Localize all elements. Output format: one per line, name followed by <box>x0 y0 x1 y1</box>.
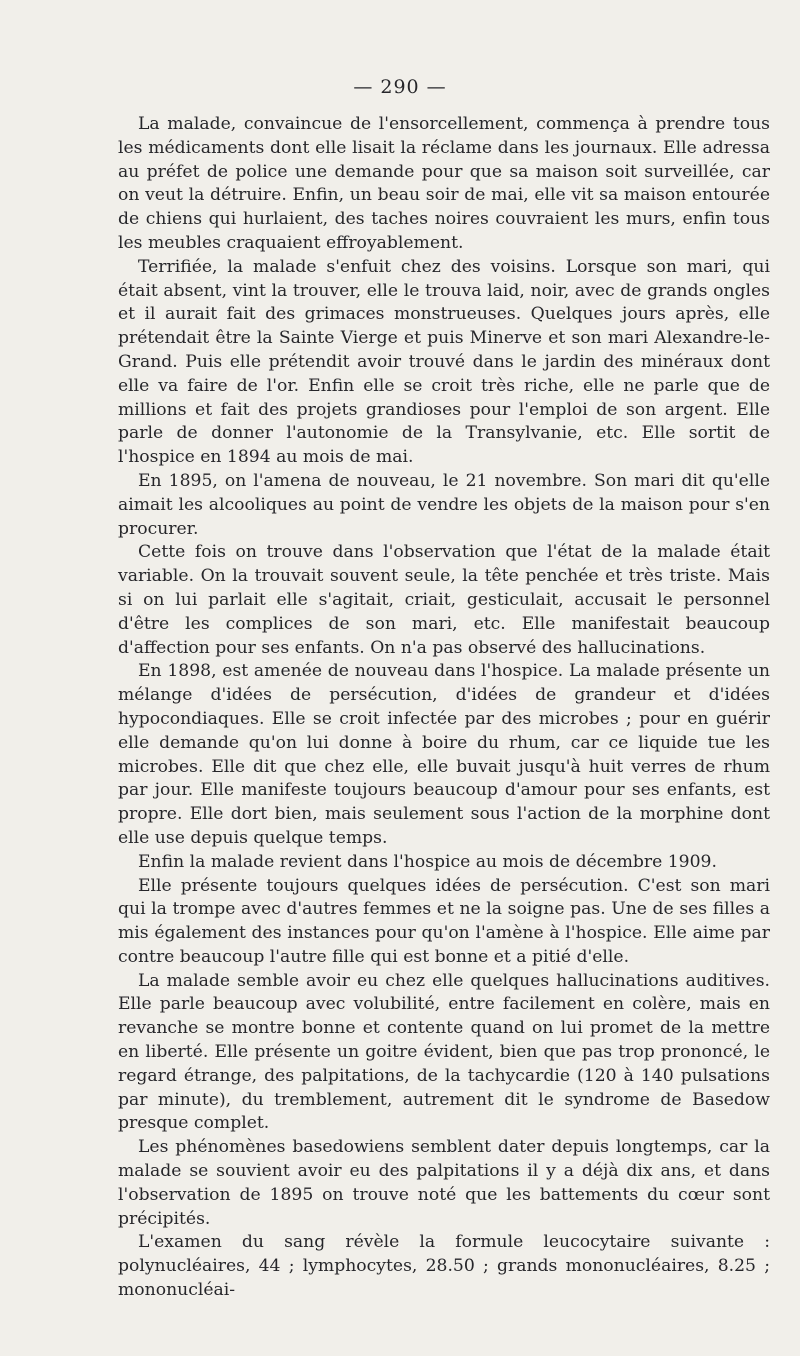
paragraph: L'examen du sang révèle la formule leucocytaire suivante : polynucléaires, 44 ; lymphocytes, 28.50 ; grands mononucléaires, 8.25 ; mononucléai- <box>118 1232 770 1301</box>
paragraph: La malade semble avoir eu chez elle quelques hallucinations auditives. Elle parle beaucoup avec volubilité, entre facilement en colère, mais en revanche se montre bonne et contente quand on lui promet de la mettre en liberté. Elle présente un goitre évident, bien que pas trop prononcé, le regard étrange, des palpitations, de la tachycardie (120 à 140 pulsations par minute), du tremblement, autrement dit le syndrome de Basedow presque complet. <box>118 970 770 1134</box>
paragraph: Terrifiée, la malade s'enfuit chez des voisins. Lorsque son mari, qui était absent, vint la trouver, elle le trouva laid, noir, avec de grands ongles et il aurait fait des grimaces monstrueuses. Quelques jours après, elle prétendait être la Sainte Vierge et puis Minerve et son mari Alexandre-le-Grand. Puis elle prétendit avoir trouvé dans le jardin des minéraux dont elle va faire de l'or. Enfin elle se croit très riche, elle ne parle que de millions et fait des projets grandioses pour l'emploi de son argent. Elle parle de donner l'autonomie de la Transylvanie, etc. Elle sortit de l'hospice en 1894 au mois de mai. <box>118 256 770 468</box>
page-number: — 290 — <box>353 76 447 98</box>
paragraph: La malade, convaincue de l'ensorcellement, commença à prendre tous les médicaments dont elle lisait la réclame dans les journaux. Elle adressa au préfet de police une demande pour que sa maison soit surveillée, car on veut la détruire. Enfin, un beau soir de mai, elle vit sa maison entourée de chiens qui hurlaient, des taches noires couvraient les murs, enfin tous les meubles craquaient effroyablement. <box>118 114 770 253</box>
paragraph: En 1895, on l'amena de nouveau, le 21 novembre. Son mari dit qu'elle aimait les alcooliques au point de vendre les objets de la maison pour s'en procurer. <box>118 470 770 539</box>
paragraph: Elle présente toujours quelques idées de persécution. C'est son mari qui la trompe avec d'autres femmes et ne la soigne pas. Une de ses filles a mis également des instances pour qu'on l'amène à l'hospice. Elle aime par contre beaucoup l'autre fille qui est bonne et a pitié d'elle. <box>118 875 770 967</box>
paragraph: En 1898, est amenée de nouveau dans l'hospice. La malade présente un mélange d'idées de persécution, d'idées de grandeur et d'idées hypocondiaques. Elle se croit infectée par des microbes ; pour en guérir elle demande qu'on lui donne à boire du rhum, car ce liquide tue les microbes. Elle dit que chez elle, elle buvait jusqu'à huit verres de rhum par jour. Elle manifeste toujours beaucoup d'amour pour ses enfants, est propre. Elle dort bien, mais seulement sous l'action de la morphine dont elle use depuis quelque temps. <box>118 661 770 848</box>
paragraph: Enfin la malade revient dans l'hospice au mois de décembre 1909. <box>138 851 717 872</box>
paragraph: Les phénomènes basedowiens semblent dater depuis longtemps, car la malade se souvient avoir eu des palpitations il y a déjà dix ans, et dans l'observation de 1895 on trouve noté que les battements du cœur sont précipités. <box>118 1137 770 1229</box>
paragraph: Cette fois on trouve dans l'observation que l'état de la malade était variable. On la trouvait souvent seule, la tête penchée et très triste. Mais si on lui parlait elle s'agitait, criait, gesticulait, accusait le personnel d'être les complices de son mari, etc. Elle manifestait beaucoup d'affection pour ses enfants. On n'a pas observé des hallucinations. <box>118 542 770 658</box>
body-text <box>118 113 770 1303</box>
